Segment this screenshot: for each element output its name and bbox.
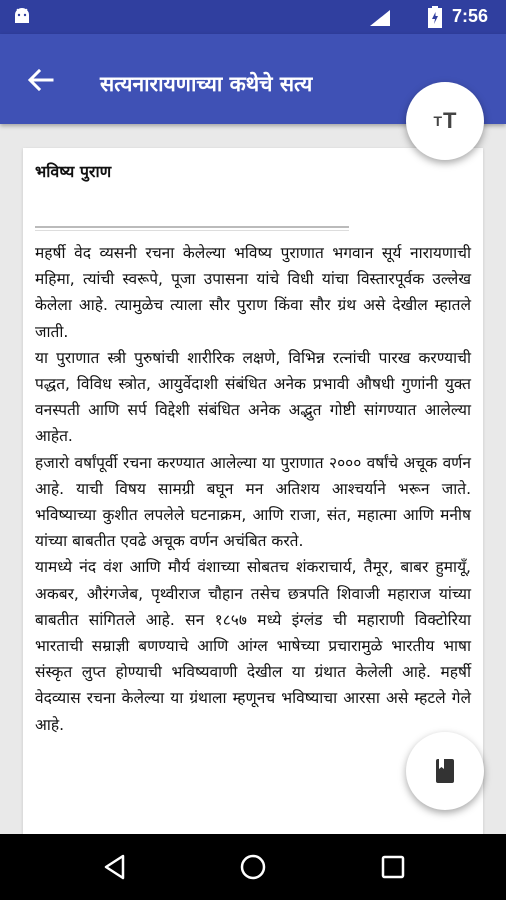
article-heading: भविष्य पुराण xyxy=(35,162,112,181)
divider xyxy=(35,226,349,231)
signal-icon xyxy=(394,8,414,28)
article-paragraph: महर्षी वेद व्यसनी रचना केलेल्या भविष्य पुराणात भगवान सूर्य नारायणाची महिमा, त्यांची स्वरूपे, पूजा उपासना यांचे विधी यांचा विस्तारपूर्वक उल्लेख केलेला आहे. त्यामुळेच त्याला सौर पुराण किंवा सौर ग्रंथ असे देखील म्हातले जाती. xyxy=(35,244,471,341)
book-button[interactable] xyxy=(406,732,484,810)
book-icon xyxy=(434,758,456,784)
wifi-icon xyxy=(368,8,392,28)
article-paragraph: यामध्ये नंद वंश आणि मौर्य वंशाच्या सोबतच शंकराचार्य, तैमूर, बाबर हुमायूँ, अकबर, औरंगजेब, पृथ्वीराज चौहान तसेच छत्रपति शिवाजी महाराज यांच्या बाबतीत सांगितले आहे. सन १८५७ मध्ये इंग्लंड ची महाराणी विक्टोरिया भारताची सम्राज्ञी बणण्याचे आणि आंग्ल भाषेच्या प्रचारामुळे भारतीय भाषा संस्कृत लुप्त होण्याची भविष्यवाणी देखील या ग्रंथात केलेली आहे. महर्षी वेदव्यास रचना केलेल्या या ग्रंथाला म्हणूनच भविष्याचा आरसा असे म्हटले गेले आहे. xyxy=(35,558,471,734)
navigation-bar xyxy=(0,834,506,900)
page-title: सत्यनारायणाच्या कथेचे सत्य xyxy=(100,72,313,96)
back-triangle-icon[interactable] xyxy=(100,852,130,882)
text-size-button[interactable]: T T xyxy=(406,82,484,160)
status-time: 7:56 xyxy=(452,6,489,26)
home-circle-icon[interactable] xyxy=(238,852,268,882)
text-size-icon: T xyxy=(433,113,443,129)
article-card xyxy=(23,148,483,838)
status-bar xyxy=(0,0,506,34)
arrow-left-icon[interactable] xyxy=(26,68,54,92)
recents-square-icon[interactable] xyxy=(378,852,408,882)
article-body xyxy=(35,240,471,738)
android-icon xyxy=(12,7,32,25)
article-paragraph: हजारो वर्षांपूर्वी रचना करण्यात आलेल्या या पुराणात २००० वर्षांचे अचूक वर्णन आहे. याची विषय सामग्री बघून मन अतिशय आश्चर्याने भरून जाते. भविष्याच्या कुशीत लपलेले घटनाक्रम, आणि राजा, संत, महात्मा आणि मनीष यांच्या बाबतीत एवढे अचूक वर्णन अचंबित करते. xyxy=(35,453,471,551)
article-paragraph: या पुराणात स्त्री पुरुषांची शारीरिक लक्षणे, विभिन्न रत्नांची पारख करण्याची पद्धत, विविध स्त्रोत, आयुर्वेदाशी संबंधित अनेक प्रभावी औषधी गुणांनी युक्त वनस्पती आणि सर्प विद्देशी संबंधित अनेक अद्भुत गोष्टी सांगण्यात आलेल्या आहेत. xyxy=(35,348,471,446)
battery-icon xyxy=(428,6,442,28)
